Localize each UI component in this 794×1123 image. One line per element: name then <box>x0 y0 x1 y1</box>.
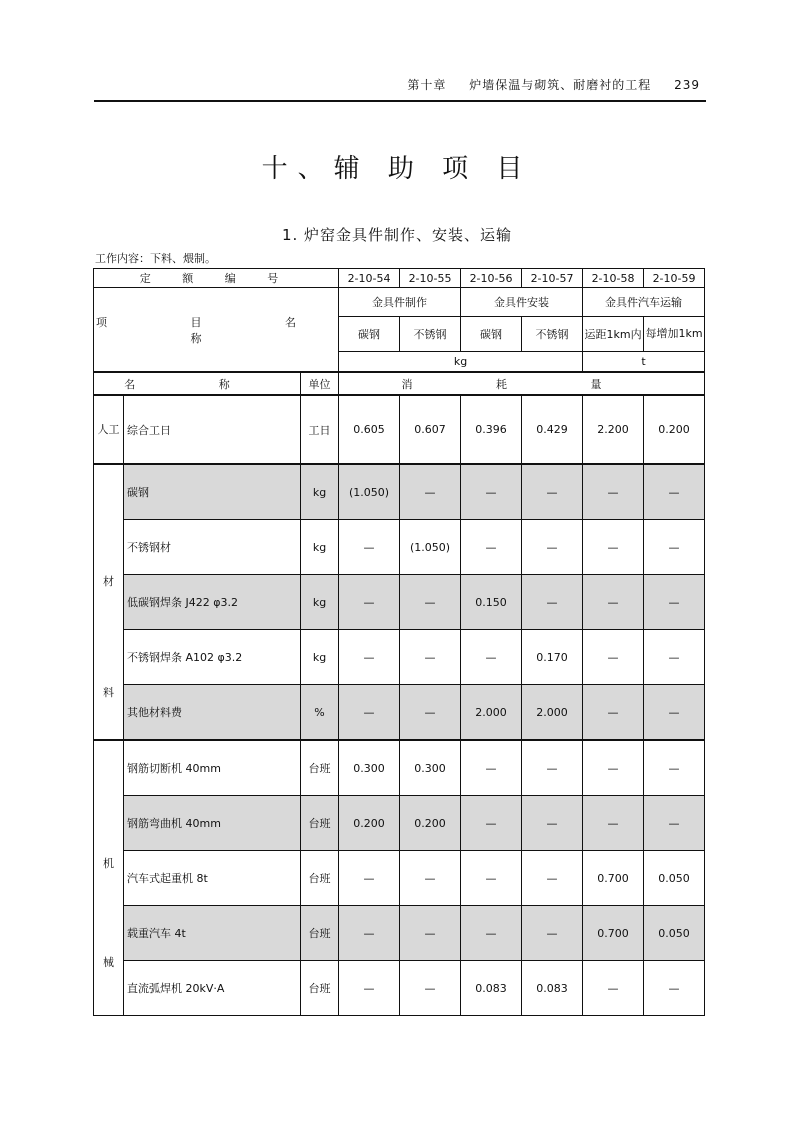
column-consumption-label: 消 耗 量 <box>339 372 705 395</box>
row-unit: 工日 <box>301 395 339 464</box>
row-value: — <box>644 740 705 796</box>
row-name: 综合工日 <box>124 395 301 464</box>
row-value: — <box>339 685 400 741</box>
category-machine <box>94 740 124 1016</box>
column-header-row <box>94 372 705 395</box>
row-value: — <box>400 630 461 685</box>
subhead: 运距1km内 <box>583 317 644 352</box>
row-value: 0.300 <box>400 740 461 796</box>
row-unit: % <box>301 685 339 741</box>
row-value: — <box>461 464 522 520</box>
row-value: — <box>522 575 583 630</box>
row-value: — <box>339 851 400 906</box>
row-value: — <box>339 520 400 575</box>
table-row <box>94 796 705 851</box>
subhead: 碳钢 <box>461 317 522 352</box>
row-name: 钢筋切断机 40mm <box>124 740 301 796</box>
row-value: — <box>461 851 522 906</box>
row-value: — <box>522 796 583 851</box>
row-value: 0.700 <box>583 906 644 961</box>
row-value: — <box>644 630 705 685</box>
category-material <box>94 464 124 740</box>
row-value: — <box>339 961 400 1016</box>
row-value: 0.200 <box>339 796 400 851</box>
chapter-title: 炉墙保温与砌筑、耐磨衬的工程 <box>469 78 652 92</box>
row-name: 低碳钢焊条 J422 φ3.2 <box>124 575 301 630</box>
row-value: — <box>461 796 522 851</box>
header-text <box>389 76 700 93</box>
row-unit: 台班 <box>301 740 339 796</box>
row-value: — <box>583 464 644 520</box>
row-value: — <box>400 575 461 630</box>
row-name: 碳钢 <box>124 464 301 520</box>
row-value: — <box>339 906 400 961</box>
row-value: 0.605 <box>339 395 400 464</box>
row-value: — <box>583 630 644 685</box>
table-row <box>94 685 705 741</box>
subsection-title: 1. 炉窑金具件制作、安装、运输 <box>281 226 513 244</box>
subhead: 每增加1km <box>644 317 705 352</box>
unit-top: t <box>583 352 705 373</box>
row-value: — <box>644 575 705 630</box>
row-value: (1.050) <box>339 464 400 520</box>
row-value: 0.700 <box>583 851 644 906</box>
page-number: 239 <box>674 78 700 92</box>
row-name: 直流弧焊机 20kV·A <box>124 961 301 1016</box>
chapter-label: 第十章 <box>407 78 447 92</box>
row-value: — <box>400 961 461 1016</box>
table-row <box>94 851 705 906</box>
row-value: 2.000 <box>461 685 522 741</box>
quota-number-label: 定 额 编 号 <box>94 269 339 288</box>
row-value: — <box>400 685 461 741</box>
table-row <box>94 630 705 685</box>
row-unit: 台班 <box>301 851 339 906</box>
row-name: 钢筋弯曲机 40mm <box>124 796 301 851</box>
unit-top: kg <box>339 352 583 373</box>
page-header <box>94 74 706 102</box>
group-header: 金具件汽车运输 <box>583 288 705 317</box>
category-machine-char-2: 械 <box>103 956 114 969</box>
row-unit: 台班 <box>301 961 339 1016</box>
work-content: 工作内容：下料、煨制。 <box>95 252 216 265</box>
row-value: — <box>461 906 522 961</box>
quota-code: 2-10-57 <box>522 269 583 288</box>
row-value: — <box>522 906 583 961</box>
row-value: — <box>583 796 644 851</box>
row-value: 0.396 <box>461 395 522 464</box>
row-name: 不锈钢材 <box>124 520 301 575</box>
category-labor: 人工 <box>94 395 124 464</box>
row-value: 2.000 <box>522 685 583 741</box>
subhead: 不锈钢 <box>400 317 461 352</box>
table-row <box>94 575 705 630</box>
group-header: 金具件安装 <box>461 288 583 317</box>
row-name: 不锈钢焊条 A102 φ3.2 <box>124 630 301 685</box>
row-value: — <box>461 630 522 685</box>
row-name: 载重汽车 4t <box>124 906 301 961</box>
row-value: — <box>400 851 461 906</box>
row-value: 0.083 <box>461 961 522 1016</box>
row-value: — <box>400 906 461 961</box>
category-material-char-2: 料 <box>103 686 114 699</box>
quota-code: 2-10-54 <box>339 269 400 288</box>
category-machine-char-1: 机 <box>103 857 114 870</box>
subhead: 碳钢 <box>339 317 400 352</box>
row-value: — <box>400 464 461 520</box>
group-header: 金具件制作 <box>339 288 461 317</box>
subhead: 不锈钢 <box>522 317 583 352</box>
row-value: 0.200 <box>644 395 705 464</box>
row-value: 0.200 <box>400 796 461 851</box>
row-value: — <box>583 961 644 1016</box>
row-unit: 台班 <box>301 906 339 961</box>
row-value: (1.050) <box>400 520 461 575</box>
row-value: 0.429 <box>522 395 583 464</box>
table-row <box>94 906 705 961</box>
row-unit: kg <box>301 630 339 685</box>
row-value: — <box>583 685 644 741</box>
row-value: — <box>339 630 400 685</box>
row-value: — <box>461 520 522 575</box>
quota-code: 2-10-59 <box>644 269 705 288</box>
row-value: — <box>644 464 705 520</box>
row-value: — <box>339 575 400 630</box>
row-value: — <box>461 740 522 796</box>
row-unit: 台班 <box>301 796 339 851</box>
row-value: — <box>583 575 644 630</box>
row-value: — <box>644 961 705 1016</box>
row-value: 0.050 <box>644 906 705 961</box>
row-value: — <box>583 520 644 575</box>
quota-code: 2-10-55 <box>400 269 461 288</box>
column-name-label: 名 称 <box>94 372 301 395</box>
row-value: — <box>522 464 583 520</box>
row-value: 2.200 <box>583 395 644 464</box>
quota-number-row <box>94 269 705 288</box>
group-row <box>94 288 705 317</box>
row-name: 其他材料费 <box>124 685 301 741</box>
row-value: 0.083 <box>522 961 583 1016</box>
row-value: — <box>522 740 583 796</box>
quota-code: 2-10-58 <box>583 269 644 288</box>
table-row <box>94 961 705 1016</box>
row-value: 0.170 <box>522 630 583 685</box>
category-material-char-1: 材 <box>103 575 114 588</box>
row-unit: kg <box>301 464 339 520</box>
table-row <box>94 740 705 796</box>
row-name: 汽车式起重机 8t <box>124 851 301 906</box>
row-unit: kg <box>301 520 339 575</box>
section-title: 十、辅 助 项 目 <box>261 154 533 184</box>
row-value: — <box>644 520 705 575</box>
row-value: 0.050 <box>644 851 705 906</box>
quota-code: 2-10-56 <box>461 269 522 288</box>
row-value: 0.607 <box>400 395 461 464</box>
table-row <box>94 464 705 520</box>
column-unit-label: 单位 <box>301 372 339 395</box>
row-value: — <box>644 685 705 741</box>
table-row <box>94 395 705 464</box>
table-row <box>94 520 705 575</box>
row-value: 0.150 <box>461 575 522 630</box>
row-value: — <box>644 796 705 851</box>
row-unit: kg <box>301 575 339 630</box>
item-name-label: 项 目 名 称 <box>94 288 339 373</box>
row-value: — <box>522 851 583 906</box>
row-value: — <box>583 740 644 796</box>
quota-table <box>93 268 705 1016</box>
row-value: 0.300 <box>339 740 400 796</box>
row-value: — <box>522 520 583 575</box>
